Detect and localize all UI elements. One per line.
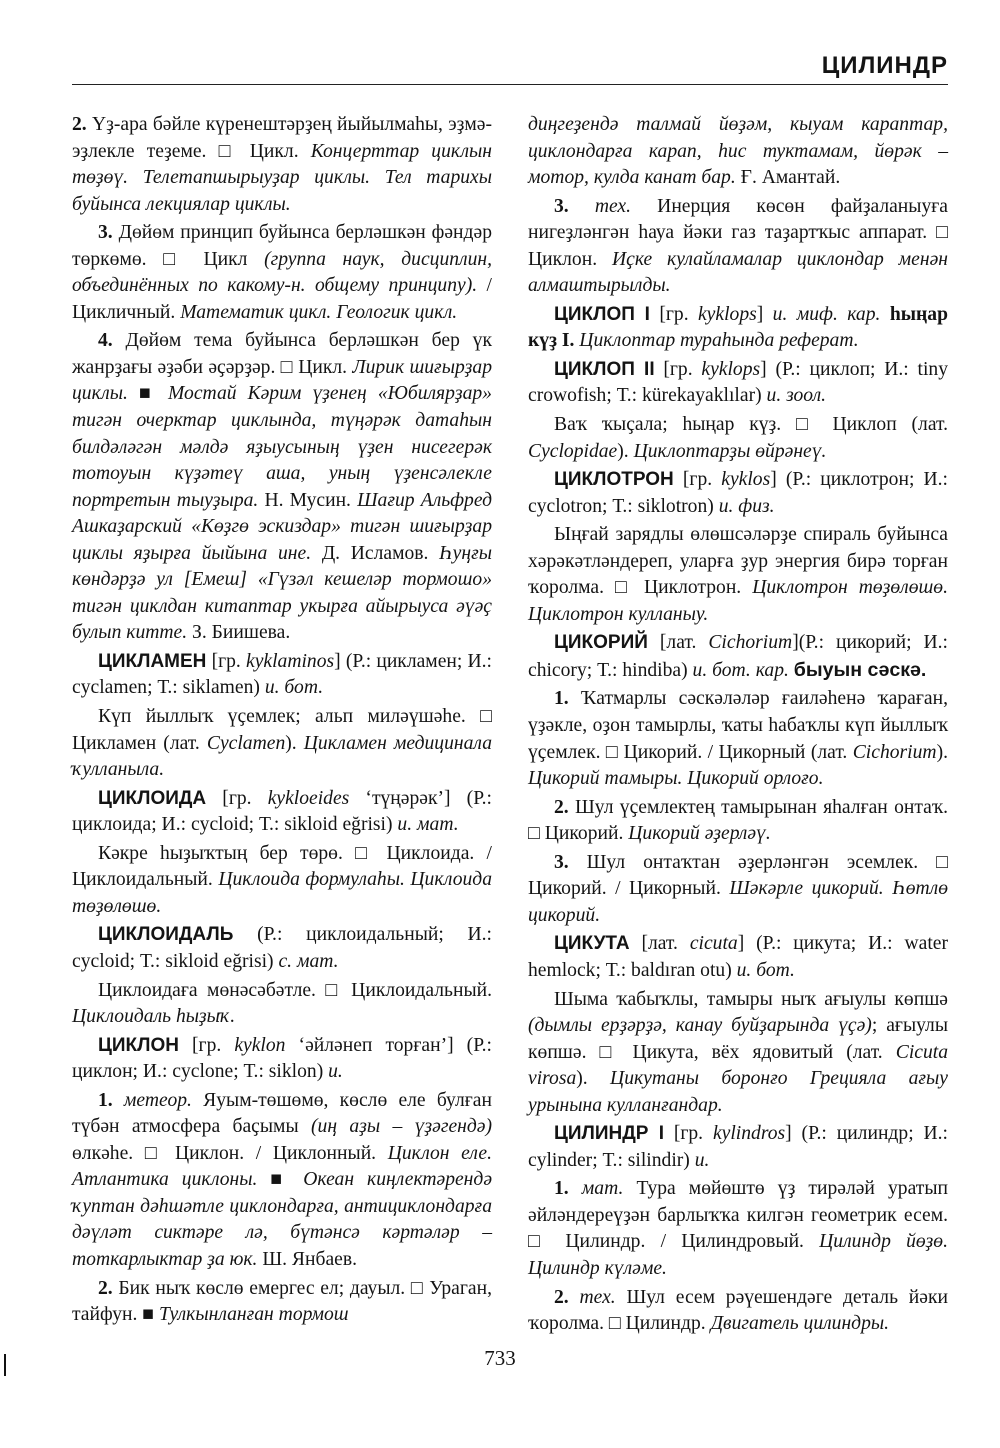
entry-text: ). [936, 741, 948, 763]
entry-text: [лат. [629, 933, 690, 955]
italic-text: Математик цикл. Геологик цикл. [180, 301, 458, 323]
italic-text: Циклон еле. Атлантика циклоны. [72, 1142, 492, 1191]
entry-paragraph [528, 522, 948, 628]
sense-number: һыңар күҙ I. [528, 303, 948, 352]
entry-text: ). [617, 440, 634, 462]
entry-text: Д. Исламов. [311, 542, 440, 564]
italic-text: Тулкынланған тормош [159, 1304, 349, 1326]
italic-text: с. мат. [278, 950, 339, 972]
entry-text: [гр. [673, 469, 722, 491]
italic-text: и. бот. [736, 959, 795, 981]
headword: ЦИКЛОН [98, 1034, 179, 1056]
entry-text: ■ [127, 383, 169, 405]
entry-paragraph [528, 194, 948, 300]
entry-text: ; ағыулы көпшә. □ Цикута, вёх ядовитый (лат. [528, 1015, 948, 1063]
italic-text: kyklaminos [246, 650, 335, 672]
entry-text: ] [756, 303, 773, 325]
headword: ЦИКОРИЙ [554, 632, 648, 654]
entry-text: Ҡатмарлы сәскәләләр ғаиләһенә ҡараған, үҙәкле, оҙон тамырлы, ҡаты һабаҡлы күп йыллыҡ үҫемлек. □ Цикорий. / Цикорный (лат. [528, 688, 948, 763]
entry-text: Дөйөм принцип буйынса берләшкән фәндәр төркөмө. □ Цикл [72, 222, 492, 270]
entry-text [569, 196, 595, 217]
headword: ЦИКЛАМЕН [98, 650, 207, 672]
italic-text: Шағир Альфред Ашкаҙарский «Көҙгө эскиздар» тигән шиғырҙар циклы яҙырға йыйына ине. [72, 489, 492, 564]
italic-text: Cicuta virosa [528, 1041, 948, 1090]
headword: ЦИКЛОП I [554, 303, 650, 325]
italic-text: kyklos [721, 469, 771, 491]
entry-text: ] (Р.: цилиндр; И.: cylinder; Т.: silindir) [528, 1123, 948, 1171]
entry-paragraph [72, 978, 492, 1031]
sense-number: 3. [554, 195, 569, 217]
entry-text: ] (Р.: цикламен; И.: cyclamen; Т.: siklamen) [72, 650, 492, 699]
italic-text: Cyclamen [206, 732, 286, 754]
entry-paragraph [528, 467, 948, 520]
entry-paragraph [528, 630, 948, 684]
entry-text: Ш. Янбаев. [257, 1248, 357, 1270]
italic-text: Cichorium [708, 632, 793, 654]
italic-text: Циклоптар тураһында реферат. [579, 330, 859, 352]
entry-paragraph [528, 357, 948, 410]
entry-paragraph [72, 1088, 492, 1274]
entry-text: [гр. [654, 358, 702, 380]
entry-text [569, 1178, 582, 1199]
entry-text: ] (Р.: цикута; И.: water hemlock; Т.: baldıran otu) [528, 933, 949, 981]
italic-text: Лирик шиғырҙар циклы. [72, 356, 493, 405]
cross-reference: быуын сәскә. [793, 658, 927, 681]
entry-text: З. Биишева. [187, 622, 291, 644]
italic-text: kyklops [701, 358, 761, 380]
entry-text: ] (Р.: циклотрон; И.: cyclotron; Т.: siklotron) [528, 469, 948, 517]
entry-text: ] (Р.: циклоп; И.: tiny crowofish; Т.: kürekayaklılar) [528, 358, 948, 407]
sense-number: 2. [72, 114, 87, 135]
sense-number: 2. [554, 796, 569, 818]
entry-text: Үҙ-ара бәйле күренештәрҙең йыйылмаһы, эҙмә-эҙлекле теҙеме. □ Цикл. [72, 114, 492, 162]
entry-text: өлкәһе. □ Циклон. / Циклонный. [72, 1142, 388, 1164]
entry-paragraph [528, 112, 948, 192]
italic-text: kyklon [234, 1034, 286, 1056]
entry-text: ■ [257, 1169, 304, 1191]
italic-text: Циклоптарҙы өйрәнеү. [633, 440, 827, 462]
entry-paragraph [528, 795, 948, 848]
italic-text: и. мат. [397, 814, 459, 836]
sense-number: 1. [554, 688, 569, 710]
entry-paragraph [72, 841, 492, 921]
entry-text: Кәкре һыҙыҡтың бер төрө. □ Циклоида. / Циклоидальный. [72, 842, 492, 891]
italic-text: (дымлы ерҙәрҙә, канау буйҙарында үҫә) [528, 1015, 872, 1037]
sense-number: 1. [554, 1178, 569, 1200]
sense-number: 1. [98, 1089, 113, 1111]
entry-paragraph [528, 686, 948, 792]
entry-text [113, 1090, 124, 1111]
italic-text: kykloeides [267, 787, 350, 809]
italic-text: Двигатель цилиндры. [710, 1313, 890, 1335]
italic-text: kyklops [697, 303, 757, 325]
entry-text: Ғ. Амантай. [735, 167, 841, 189]
left-column [72, 112, 492, 1331]
italic-text: Цилиндр йөҙө. Цилиндр күләме. [528, 1231, 948, 1279]
sense-number: 3. [98, 222, 113, 244]
entry-text: Бик ныҡ көслө емергес ел; дауыл. □ Ураган, тайфун. ■ [72, 1277, 492, 1326]
entry-paragraph [72, 1033, 492, 1086]
entry-paragraph [528, 302, 948, 355]
entry-text: ](Р.: цикорий; И.: chicory; Т.: hindiba) [528, 632, 948, 681]
right-column [528, 112, 948, 1340]
entry-text: (Р.: циклоидальный; И.: cycloid; Т.: sikloid eğrisi) [72, 924, 492, 972]
headword: ЦИКУТА [554, 933, 630, 955]
italic-text: Океан киңлектәрендә ҡуптан дәһшәтле циклондарға, антициклондарға дәүләт сиктәре лә, бүтәнсә кәртәләр – тоткарлыктар ҙа юк. [72, 1169, 493, 1270]
entry-text: Ыңғай зарядлы өлөшсәләрҙе спираль буйынса хәрәкәтләндереп, уларға ҙур энергия бирә торған ҡоролма. □ Циклотрон. [528, 524, 948, 599]
headword: ЦИКЛОИДАЛЬ [98, 924, 234, 946]
running-head: ЦИЛИНДР [821, 52, 948, 79]
italic-text: Cyclopidae [528, 440, 618, 462]
headword: ЦИКЛОИДА [98, 787, 207, 809]
entry-text: Ваҡ ҡыҫала; һыңар күҙ. □ Циклоп (лат. [554, 414, 948, 436]
italic-text: (группа наук, дисциплин, объединённых по какому-н. общему принципу). [72, 248, 492, 297]
entry-paragraph [528, 1285, 948, 1338]
sense-number: 4. [98, 330, 113, 352]
page-number: 733 [484, 1346, 516, 1370]
italic-text: диңгеҙендә талмай йөҙәм, кыуам караптар, циклондарға карап, һис туктамам, йөрәк – мотор, кулда канат бар. [528, 114, 948, 189]
italic-text: и. бот. [264, 677, 324, 699]
entry-text: [гр. [206, 650, 246, 672]
entry-text: [гр. [663, 1123, 713, 1145]
entry-paragraph [72, 1276, 492, 1329]
entry-paragraph [528, 987, 948, 1120]
entry-text: Шул есем рәүешендәге деталь йәки ҡоролма. □ Цилиндр. [528, 1286, 948, 1335]
italic-text: метеор. [123, 1089, 192, 1111]
entry-paragraph [528, 412, 948, 465]
italic-text: Циклоидаль һыҙыҡ. [72, 1006, 236, 1028]
entry-text: ). [285, 732, 304, 754]
italic-text: Цикламен медицинала ҡулланыла. [72, 732, 492, 781]
italic-text: Цикорий әҙерләү. [628, 823, 771, 845]
italic-text: тех. [594, 195, 632, 217]
entry-text: Шыма ҡабыҡлы, тамыры ныҡ ағыулы көпшә [554, 988, 948, 1010]
entry-text: [гр. [649, 303, 698, 325]
italic-text: kylindros [712, 1123, 786, 1145]
italic-text: Концерттар циклын төҙөү. Телетапшырыуҙар циклы. Тел тарихы буйынса лекциялар циклы. [72, 140, 492, 215]
italic-text: Һуңғы көндәрҙә ул [Емеш] «Гүзәл кешеләр тормошо» тигән циклдан китаптар укырға айырыуса әүәҫ булып китте. [72, 542, 492, 644]
entry-text: Шул онтаҡтан әҙерләнгән эсемлек. □ Цикорий. / Цикорный. [528, 851, 948, 900]
sense-number: 2. [554, 1286, 569, 1308]
headword: ЦИКЛОТРОН [554, 469, 674, 491]
entry-text: Циклоидаға мөнәсәбәтле. □ Циклоидальный. [98, 979, 492, 1001]
entry-paragraph [72, 704, 492, 784]
entry-text: Шул үҫемлектең тамырынан яһалған онтаҡ. □ Цикорий. [528, 796, 948, 845]
entry-text: Тура мөйөштө үҙ тирәләй уратып әйләндереүҙән барлыҡҡа килгән геометрик есем. □ Цилиндр. / Цилиндровый. [528, 1178, 948, 1253]
headword: ЦИКЛОП II [554, 358, 655, 380]
sense-number: 2. [98, 1277, 113, 1299]
entry-text [880, 304, 889, 325]
italic-text: и. физ. [718, 495, 775, 517]
italic-text: и. зоол. [766, 385, 827, 407]
header-rule [72, 84, 948, 85]
entry-paragraph [528, 931, 948, 984]
entry-text: / Цикличный. [72, 275, 492, 323]
italic-text: Циклоида формулаһы. Циклоида төҙөлөшө. [72, 869, 492, 917]
entry-text: Күп йыллыҡ үҫемлек; альп миләүшәһе. □ Цикламен (лат. [72, 706, 492, 754]
italic-text: тех. [579, 1286, 616, 1308]
entry-paragraph [72, 112, 492, 218]
entry-text: Н. Мусин. [258, 489, 358, 511]
entry-text: ‘әйләнеп торған’] (Р.: циклон; И.: cyclone; Т.: siklon) [72, 1034, 492, 1083]
scan-edge-mark [4, 1354, 6, 1376]
entry-paragraph [72, 328, 492, 647]
entry-text: [гр. [178, 1034, 235, 1056]
headword: ЦИЛИНДР I [554, 1123, 664, 1145]
italic-text: мат. [581, 1178, 624, 1200]
entry-paragraph [528, 850, 948, 930]
entry-paragraph [72, 220, 492, 326]
italic-text: Иҫке кулайламалар циклондар менән алмаштырылды. [528, 248, 948, 297]
entry-text [569, 1287, 580, 1308]
entry-paragraph [72, 786, 492, 839]
italic-text: и. миф. кар. [772, 303, 881, 325]
italic-text: и. бот. кар. [692, 659, 789, 681]
italic-text: и. [328, 1061, 343, 1083]
entry-text: Яуым-төшөмө, көслө еле булған түбән атмосфера баҫымы [72, 1089, 492, 1138]
italic-text: cicuta [689, 933, 738, 955]
entry-paragraph [528, 1176, 948, 1282]
italic-text: Мостай Кәрим үҙенең «Юбилярҙар» тигән очерктар циклында, түңәрәк датаһын билдәләгән мәлдә яҙыусының үҙен нисегерәк тотоуын күҙәтеү аша, уның үҙенсәлекле портретын тыуҙыра. [72, 383, 492, 511]
entry-text: ‘түңәрәк’] (Р.: циклоида; И.: cycloid; Т.: sikloid eğrisi) [72, 787, 492, 836]
entry-text: [лат. [647, 632, 709, 654]
entry-text: [гр. [206, 787, 268, 809]
italic-text: Цикутаны боронғо Грецияла ағыу урынына кулланғандар. [528, 1068, 948, 1116]
entry-text: Дөйөм тема буйынса берләшкән бер үк жанрҙағы әҙәби әҫәрҙәр. □ Цикл. [72, 330, 492, 378]
italic-text: (иң аҙы – үҙәгендә) [311, 1116, 493, 1138]
italic-text: Шәкәрле цикорий. Һөтлө цикорий. [528, 878, 948, 926]
entry-paragraph [72, 649, 492, 702]
entry-text: ). [576, 1068, 611, 1090]
italic-text: Циклотрон төҙөлөшө. Циклотрон кулланыу. [528, 577, 948, 625]
italic-text: Cichorium [852, 741, 937, 763]
entry-paragraph [72, 922, 492, 975]
entry-paragraph [528, 1121, 948, 1174]
italic-text: Цикорий тамыры. Цикорий орлоғо. [528, 768, 824, 790]
entry-text: Инерция көсөн файҙаланыуға нигеҙләнгән һауа йәки газ таҙартҡыс аппарат. □ Циклон. [528, 195, 948, 270]
sense-number: 3. [554, 851, 569, 873]
italic-text: и. [694, 1149, 710, 1171]
